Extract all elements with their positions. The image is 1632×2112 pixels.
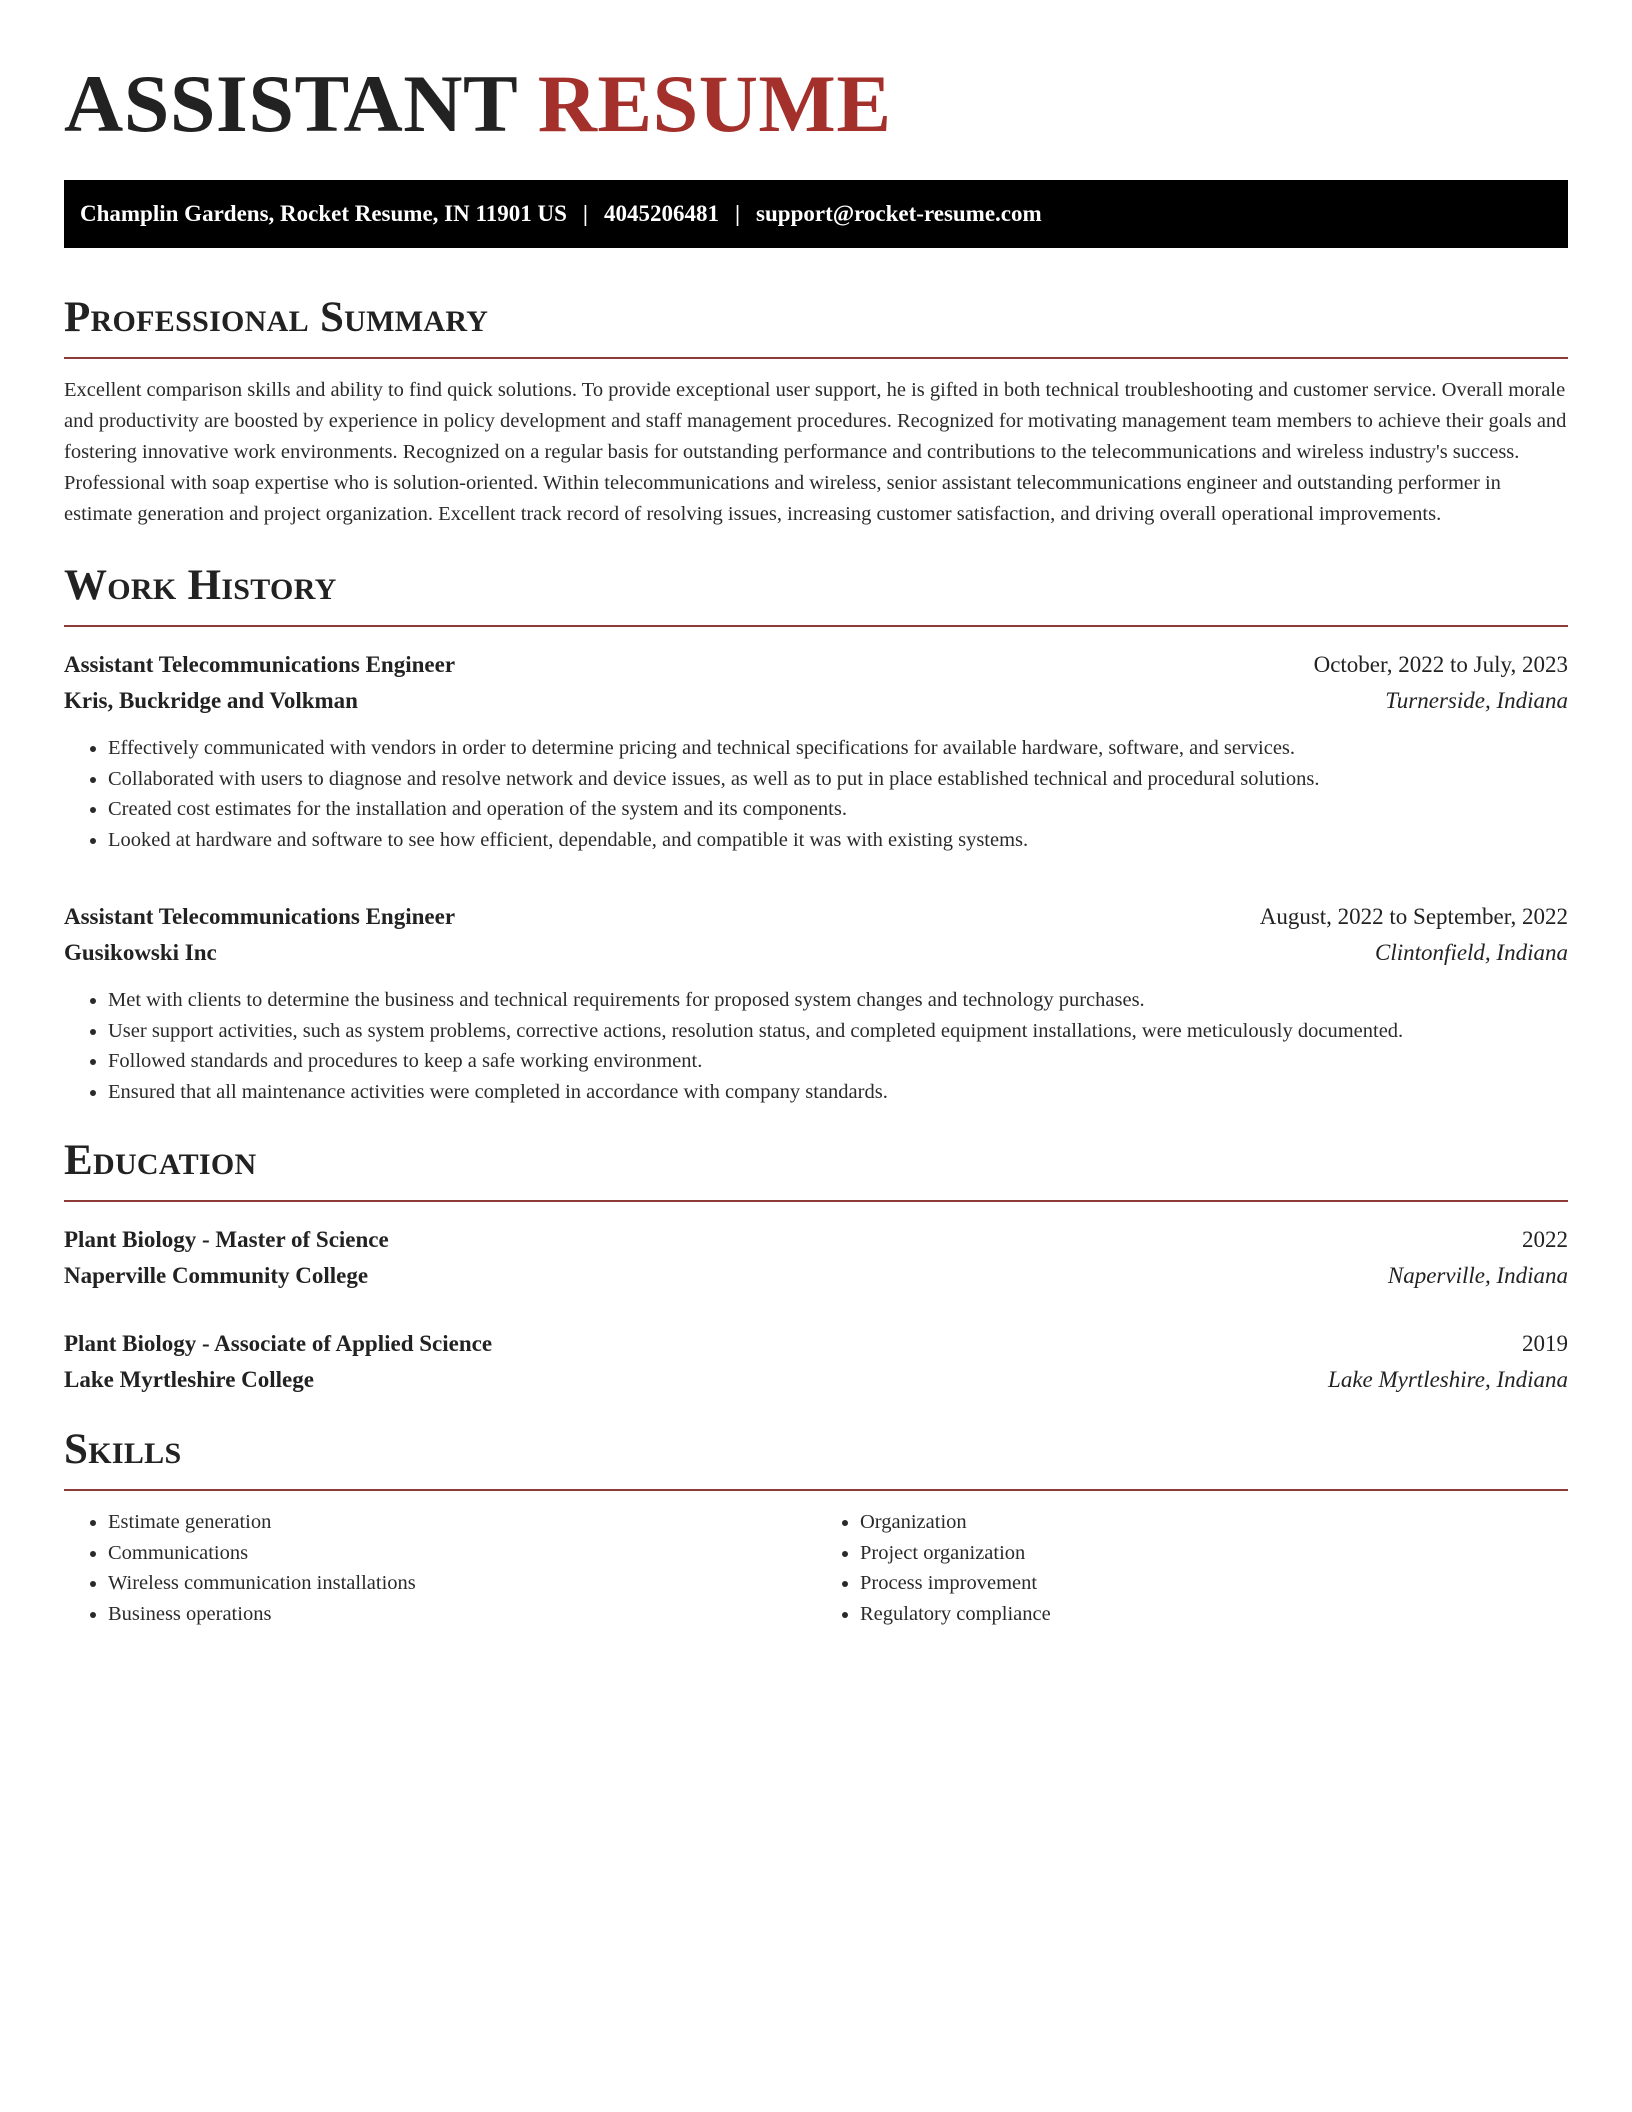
job-bullet: • Collaborated with users to diagnose and resolve network and device issues, as well as to put in place established technical and procedural solutions. xyxy=(108,764,1568,795)
professional-summary-section xyxy=(64,292,1568,530)
job-bullet: • Met with clients to determine the business and technical requirements for proposed system changes and technology purchases. xyxy=(108,985,1568,1016)
job-title: Assistant Telecommunications Engineer xyxy=(64,652,456,677)
education-year: 2022 xyxy=(1522,1227,1568,1252)
contact-phone: 4045206481 xyxy=(603,201,719,226)
skill-item: • Estimate generation xyxy=(108,1507,816,1538)
skill-item: • Project organization xyxy=(860,1538,1568,1569)
education-year: 2019 xyxy=(1522,1331,1568,1356)
job-company: Kris, Buckridge and Volkman xyxy=(64,688,358,713)
education-school-row xyxy=(64,1258,1568,1294)
skills-section xyxy=(64,1424,1568,1629)
section-divider xyxy=(64,625,1568,627)
resume-title xyxy=(64,0,1568,152)
job-header-row xyxy=(64,647,1568,683)
education-entry xyxy=(64,1222,1568,1294)
title-word-1: ASSISTANT xyxy=(64,58,517,149)
contact-separator: | xyxy=(734,201,741,226)
education-degree: Plant Biology - Master of Science xyxy=(64,1227,389,1252)
job-bullet: • Followed standards and procedures to keep a safe working environment. xyxy=(108,1046,1568,1077)
job-bullet: • Created cost estimates for the installation and operation of the system and its components. xyxy=(108,794,1568,825)
job-header-row xyxy=(64,899,1568,935)
section-heading-work: Work History xyxy=(64,562,337,609)
skill-item: • Process improvement xyxy=(860,1568,1568,1599)
contact-address: Champlin Gardens, Rocket Resume, IN 11901 US xyxy=(80,201,567,226)
job-entry xyxy=(64,647,1568,855)
job-bullet: • User support activities, such as system problems, corrective actions, resolution status, and completed equipment installations, were meticulously documented. xyxy=(108,1016,1568,1047)
education-school-row xyxy=(64,1362,1568,1398)
title-word-2: RESUME xyxy=(537,58,892,149)
education-header-row xyxy=(64,1222,1568,1258)
job-dates: August, 2022 to September, 2022 xyxy=(1259,904,1568,929)
skill-item: • Regulatory compliance xyxy=(860,1599,1568,1630)
education-location: Lake Myrtleshire, Indiana xyxy=(1328,1367,1568,1392)
contact-separator: | xyxy=(582,201,588,226)
education-section xyxy=(64,1135,1568,1398)
job-bullets xyxy=(64,733,1568,855)
work-history-section xyxy=(64,560,1568,1107)
job-company: Gusikowski Inc xyxy=(64,940,217,965)
education-entry xyxy=(64,1326,1568,1398)
job-company-row xyxy=(64,935,1568,971)
section-heading-education: Education xyxy=(64,1137,257,1184)
education-location: Naperville, Indiana xyxy=(1387,1263,1568,1288)
job-location: Clintonfield, Indiana xyxy=(1375,940,1568,965)
skills-grid xyxy=(64,1507,1568,1629)
education-degree: Plant Biology - Associate of Applied Science xyxy=(64,1331,493,1356)
summary-text: Excellent comparison skills and ability to find quick solutions. To provide exceptional user support, he is gifted in both technical troubleshooting and customer service. Overall morale and productivity are boosted by experience in policy development and staff management procedures. Recognized for motivating management team members to achieve their goals and fostering innovative work environments. Recognized on a regular basis for outstanding performance and contributions to the telecommunications and wireless industry's success. Professional with soap expertise who is solution-oriented. Within telecommunications and wireless, senior assistant telecommunications engineer and outstanding performer in estimate generation and project organization. Excellent track record of resolving issues, increasing customer satisfaction, and driving overall operational improvements. xyxy=(64,379,1567,525)
skill-item: • Business operations xyxy=(108,1599,816,1630)
section-divider xyxy=(64,1489,1568,1491)
section-heading-skills: Skills xyxy=(64,1426,182,1473)
job-dates: October, 2022 to July, 2023 xyxy=(1313,652,1568,677)
section-heading-summary: Professional Summary xyxy=(64,294,489,341)
education-school: Lake Myrtleshire College xyxy=(64,1367,314,1392)
skill-item: • Wireless communication installations xyxy=(108,1568,816,1599)
job-location: Turnerside, Indiana xyxy=(1385,688,1568,713)
job-bullet: • Looked at hardware and software to see how efficient, dependable, and compatible it was with existing systems. xyxy=(108,825,1568,856)
job-bullets xyxy=(64,985,1568,1107)
skills-column-right xyxy=(816,1507,1568,1629)
section-divider xyxy=(64,1200,1568,1202)
contact-email: support@rocket-resume.com xyxy=(756,201,1042,226)
job-title: Assistant Telecommunications Engineer xyxy=(64,904,456,929)
education-school: Naperville Community College xyxy=(64,1263,369,1288)
job-entry xyxy=(64,899,1568,1107)
job-bullet: • Effectively communicated with vendors in order to determine pricing and technical specifications for available hardware, software, and services. xyxy=(108,733,1568,764)
skills-column-left xyxy=(64,1507,816,1629)
skill-item: • Organization xyxy=(860,1507,1568,1538)
job-bullet: • Ensured that all maintenance activities were completed in accordance with company standards. xyxy=(108,1077,1568,1108)
skill-item: • Communications xyxy=(108,1538,816,1569)
section-divider xyxy=(64,357,1568,359)
contact-bar xyxy=(64,180,1568,248)
education-header-row xyxy=(64,1326,1568,1362)
job-company-row xyxy=(64,683,1568,719)
